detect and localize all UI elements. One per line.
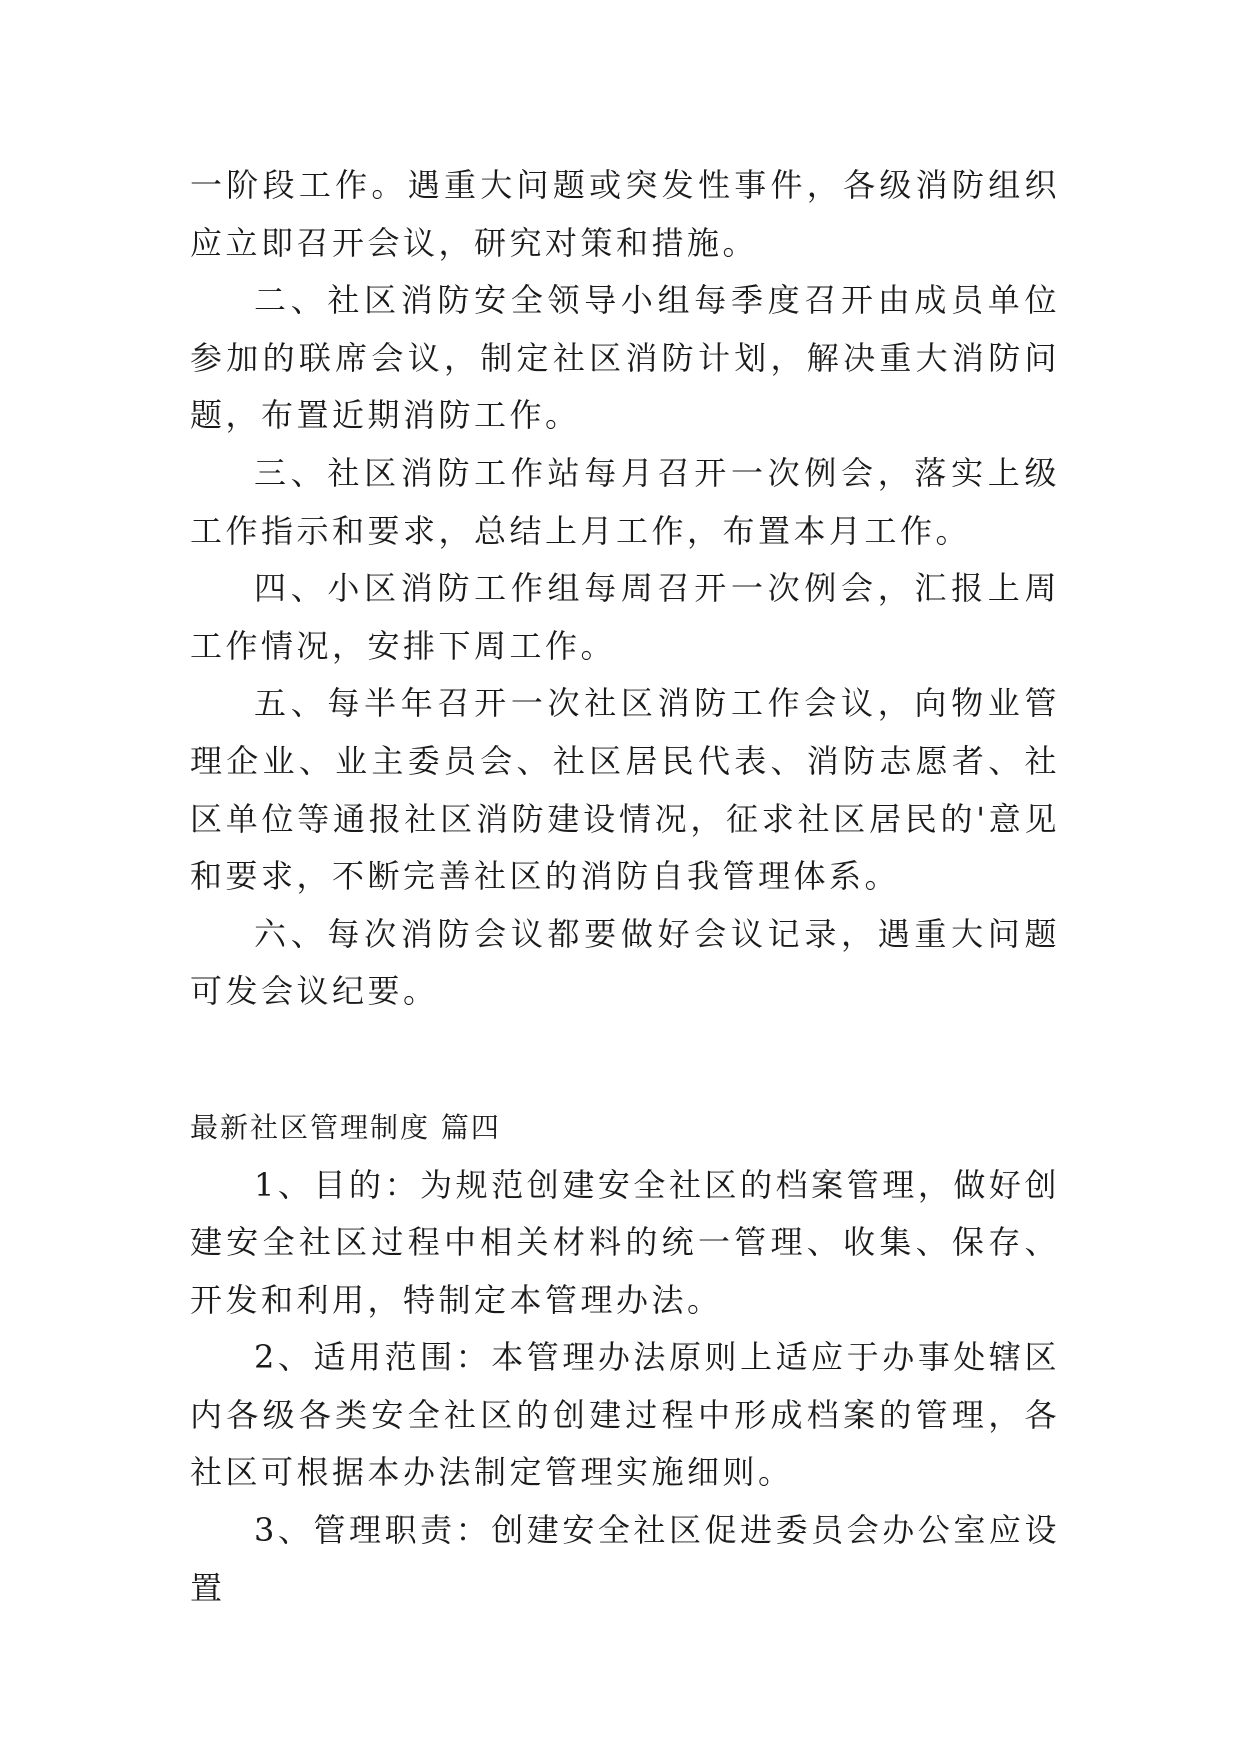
section-title: 最新社区管理制度 篇四 [190,1110,501,1144]
paragraph-purpose: 1、目的：为规范创建安全社区的档案管理，做好创建安全社区过程中相关材料的统一管理、收集、保存、开发和利用，特制定本管理办法。 [190,1165,1060,1319]
document-body [190,157,1060,1617]
paragraph-item-2: 二、社区消防安全领导小组每季度召开由成员单位参加的联席会议，制定社区消防计划，解决重大消防问题，布置近期消防工作。 [190,281,1060,435]
paragraph-item-5: 五、每半年召开一次社区消防工作会议，向物业管理企业、业主委员会、社区居民代表、消防志愿者、社区单位等通报社区消防建设情况，征求社区居民的'意见和要求，不断完善社区的消防自我管理体系。 [190,684,1060,896]
paragraph-item-6: 六、每次消防会议都要做好会议记录，遇重大问题可发会议纪要。 [190,914,1060,1011]
paragraph-responsibility: 3、管理职责：创建安全社区促进委员会办公室应设置 [190,1511,1060,1607]
paragraph-item-4: 四、小区消防工作组每周召开一次例会，汇报上周工作情况，安排下周工作。 [190,569,1060,665]
paragraph-item-3: 三、社区消防工作站每月召开一次例会，落实上级工作指示和要求，总结上月工作，布置本月工作。 [190,453,1060,550]
paragraph-continuation: 一阶段工作。遇重大问题或突发性事件，各级消防组织应立即召开会议，研究对策和措施。 [190,166,1060,262]
paragraph-scope: 2、适用范围：本管理办法原则上适应于办事处辖区内各级各类安全社区的创建过程中形成档案的管理，各社区可根据本办法制定管理实施细则。 [190,1338,1060,1492]
